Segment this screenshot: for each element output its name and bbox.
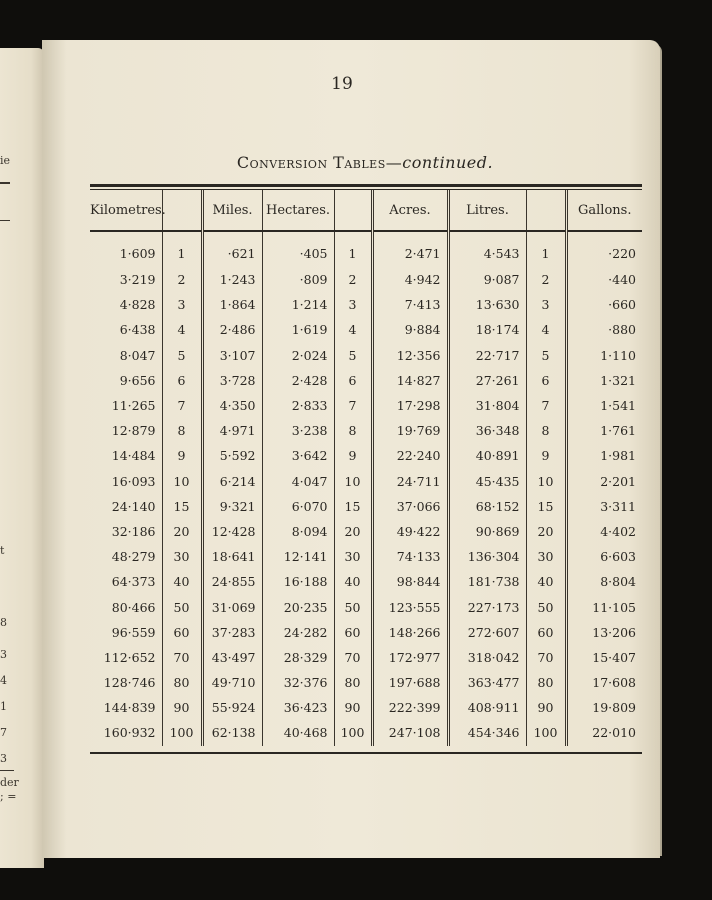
number-cell: 7 [334, 393, 372, 418]
gallons-cell: 19·809 [566, 695, 642, 720]
hectares-cell: 2·428 [262, 368, 334, 393]
page-number: 19 [331, 74, 353, 94]
hectares-cell: ·809 [262, 267, 334, 292]
hectares-cell: 24·282 [262, 620, 334, 645]
miles-cell: ·621 [202, 231, 262, 267]
acres-cell: 19·769 [372, 418, 448, 443]
miles-cell: 2·486 [202, 317, 262, 342]
facing-page-rule [0, 182, 10, 184]
kilometres-cell: 12·879 [111, 423, 156, 439]
hectares-cell: 3·238 [262, 418, 334, 443]
header-blank-1 [162, 190, 202, 231]
miles-cell: 9·321 [202, 494, 262, 519]
number-cell: 15 [526, 494, 566, 519]
miles-cell: 4·350 [202, 393, 262, 418]
hectares-cell: 8·094 [262, 519, 334, 544]
litres-cell: 22·717 [448, 343, 526, 368]
title-separator: — [385, 153, 403, 172]
number-cell: 1 [162, 231, 202, 267]
number-cell: 70 [526, 645, 566, 670]
table-row [90, 317, 642, 342]
number-cell: 6 [526, 368, 566, 393]
acres-cell: 2·471 [372, 231, 448, 267]
litres-cell: 454·346 [448, 720, 526, 745]
acres-cell: 7·413 [372, 292, 448, 317]
litres-cell: 45·435 [448, 469, 526, 494]
hectares-cell: 1·214 [262, 292, 334, 317]
facing-page-fragment: 7 [0, 726, 7, 739]
number-cell: 20 [526, 519, 566, 544]
hectares-cell: 1·619 [262, 317, 334, 342]
number-cell: 30 [162, 544, 202, 569]
number-cell: 40 [162, 569, 202, 594]
hectares-cell: 6·070 [262, 494, 334, 519]
facing-page-fragment: der [0, 776, 19, 789]
litres-cell: 31·804 [448, 393, 526, 418]
header-litres: Litres. [448, 190, 526, 231]
kilometres-cell: 80·466 [111, 599, 156, 615]
number-cell: 80 [162, 670, 202, 695]
litres-cell: 36·348 [448, 418, 526, 443]
number-cell: 40 [334, 569, 372, 594]
number-cell: 50 [162, 594, 202, 619]
table-row [90, 368, 642, 393]
number-cell: 15 [334, 494, 372, 519]
gallons-cell: 1·981 [566, 443, 642, 468]
table-bottom-rule [90, 752, 642, 754]
number-cell: 70 [162, 645, 202, 670]
table-header-row [90, 190, 642, 231]
miles-cell: 12·428 [202, 519, 262, 544]
gallons-cell: 4·402 [566, 519, 642, 544]
number-cell: 2 [526, 267, 566, 292]
kilometres-cell: 8·047 [119, 347, 156, 363]
number-cell: 10 [526, 469, 566, 494]
litres-cell: 136·304 [448, 544, 526, 569]
conversion-table [90, 190, 642, 746]
hectares-cell: 2·833 [262, 393, 334, 418]
gallons-cell: 15·407 [566, 645, 642, 670]
number-cell: 8 [526, 418, 566, 443]
miles-cell: 62·138 [202, 720, 262, 745]
table-row [90, 670, 642, 695]
acres-cell: 172·977 [372, 645, 448, 670]
number-cell: 10 [162, 469, 202, 494]
gallons-cell: 13·206 [566, 620, 642, 645]
miles-cell: 3·728 [202, 368, 262, 393]
hectares-cell: ·405 [262, 231, 334, 267]
number-cell: 50 [334, 594, 372, 619]
gallons-cell: 2·201 [566, 469, 642, 494]
miles-cell: 31·069 [202, 594, 262, 619]
acres-cell: 123·555 [372, 594, 448, 619]
number-cell: 80 [526, 670, 566, 695]
facing-page-fragment: 1 [0, 700, 7, 713]
acres-cell: 12·356 [372, 343, 448, 368]
miles-cell: 1·864 [202, 292, 262, 317]
number-cell: 100 [526, 720, 566, 745]
kilometres-cell: 4·828 [119, 297, 156, 313]
acres-cell: 14·827 [372, 368, 448, 393]
kilometres-cell: 14·484 [111, 448, 156, 464]
number-cell: 1 [526, 231, 566, 267]
header-blank-2 [334, 190, 372, 231]
header-gallons: Gallons. [566, 190, 642, 231]
litres-cell: 13·630 [448, 292, 526, 317]
acres-cell: 22·240 [372, 443, 448, 468]
number-cell: 90 [334, 695, 372, 720]
number-cell: 5 [526, 343, 566, 368]
table-row [90, 418, 642, 443]
number-cell: 60 [526, 620, 566, 645]
number-cell: 2 [334, 267, 372, 292]
kilometres-cell: 96·559 [111, 624, 156, 640]
table-row [90, 519, 642, 544]
acres-cell: 74·133 [372, 544, 448, 569]
number-cell: 100 [162, 720, 202, 745]
miles-cell: 1·243 [202, 267, 262, 292]
table-body [90, 231, 642, 746]
miles-cell: 18·641 [202, 544, 262, 569]
hectares-cell: 4·047 [262, 469, 334, 494]
number-cell: 30 [334, 544, 372, 569]
acres-cell: 4·942 [372, 267, 448, 292]
acres-cell: 98·844 [372, 569, 448, 594]
hectares-cell: 12·141 [262, 544, 334, 569]
facing-page-fragment: 8 [0, 616, 7, 629]
kilometres-cell: 32·186 [111, 523, 156, 539]
table-row [90, 343, 642, 368]
miles-cell: 5·592 [202, 443, 262, 468]
litres-cell: 68·152 [448, 494, 526, 519]
table-row [90, 569, 642, 594]
number-cell: 6 [162, 368, 202, 393]
gallons-cell: ·660 [566, 292, 642, 317]
number-cell: 40 [526, 569, 566, 594]
number-cell: 3 [526, 292, 566, 317]
number-cell: 2 [162, 267, 202, 292]
number-cell: 4 [334, 317, 372, 342]
hectares-cell: 40·468 [262, 720, 334, 745]
gallons-cell: 3·311 [566, 494, 642, 519]
kilometres-cell: 3·219 [119, 272, 156, 288]
facing-page-fragment: 3 [0, 752, 7, 765]
number-cell: 4 [526, 317, 566, 342]
gallons-cell: ·440 [566, 267, 642, 292]
number-cell: 3 [334, 292, 372, 317]
hectares-cell: 36·423 [262, 695, 334, 720]
miles-cell: 6·214 [202, 469, 262, 494]
kilometres-cell: 16·093 [111, 473, 156, 489]
kilometres-cell: 6·438 [119, 322, 156, 338]
number-cell: 90 [162, 695, 202, 720]
number-cell: 10 [334, 469, 372, 494]
gallons-cell: 6·603 [566, 544, 642, 569]
gallons-cell: ·880 [566, 317, 642, 342]
kilometres-cell: 1·609 [119, 246, 156, 261]
number-cell: 7 [526, 393, 566, 418]
table-row [90, 292, 642, 317]
number-cell: 1 [334, 231, 372, 267]
header-hectares: Hectares. [262, 190, 334, 231]
kilometres-cell: 144·839 [103, 700, 156, 716]
litres-cell: 318·042 [448, 645, 526, 670]
number-cell: 9 [334, 443, 372, 468]
miles-cell: 4·971 [202, 418, 262, 443]
table-row [90, 695, 642, 720]
number-cell: 60 [334, 620, 372, 645]
gallons-cell: 1·761 [566, 418, 642, 443]
litres-cell: 9·087 [448, 267, 526, 292]
title-suffix: continued. [402, 153, 494, 172]
number-cell: 15 [162, 494, 202, 519]
number-cell: 5 [334, 343, 372, 368]
number-cell: 8 [334, 418, 372, 443]
litres-cell: 90·869 [448, 519, 526, 544]
miles-cell: 24·855 [202, 569, 262, 594]
hectares-cell: 32·376 [262, 670, 334, 695]
acres-cell: 24·711 [372, 469, 448, 494]
title-main: Conversion Tables [236, 153, 386, 172]
number-cell: 70 [334, 645, 372, 670]
facing-page-fragment: 3 [0, 648, 7, 661]
number-cell: 50 [526, 594, 566, 619]
miles-cell: 43·497 [202, 645, 262, 670]
header-blank-3 [526, 190, 566, 231]
header-kilometres: Kilometres. [90, 190, 162, 231]
litres-cell: 227·173 [448, 594, 526, 619]
hectares-cell: 3·642 [262, 443, 334, 468]
acres-cell: 37·066 [372, 494, 448, 519]
table-row [90, 645, 642, 670]
number-cell: 60 [162, 620, 202, 645]
conversion-table-wrap [90, 184, 642, 754]
number-cell: 20 [334, 519, 372, 544]
table-row [90, 494, 642, 519]
facing-page-rule [0, 770, 14, 771]
table-row [90, 231, 642, 267]
facing-page-rule [0, 220, 10, 221]
table-row [90, 720, 642, 745]
litres-cell: 363·477 [448, 670, 526, 695]
facing-page-fragment: ie [0, 154, 11, 167]
litres-cell: 18·174 [448, 317, 526, 342]
number-cell: 90 [526, 695, 566, 720]
miles-cell: 3·107 [202, 343, 262, 368]
gallons-cell: 1·321 [566, 368, 642, 393]
header-miles: Miles. [202, 190, 262, 231]
kilometres-cell: 9·656 [119, 372, 156, 388]
hectares-cell: 20·235 [262, 594, 334, 619]
acres-cell: 148·266 [372, 620, 448, 645]
number-cell: 8 [162, 418, 202, 443]
acres-cell: 247·108 [372, 720, 448, 745]
miles-cell: 49·710 [202, 670, 262, 695]
number-cell: 6 [334, 368, 372, 393]
number-cell: 100 [334, 720, 372, 745]
gallons-cell: 11·105 [566, 594, 642, 619]
kilometres-cell: 112·652 [103, 649, 156, 665]
gallons-cell: 22·010 [566, 720, 642, 745]
table-row [90, 443, 642, 468]
kilometres-cell: 160·932 [103, 725, 156, 741]
miles-cell: 37·283 [202, 620, 262, 645]
number-cell: 30 [526, 544, 566, 569]
number-cell: 3 [162, 292, 202, 317]
gallons-cell: 1·541 [566, 393, 642, 418]
litres-cell: 272·607 [448, 620, 526, 645]
acres-cell: 49·422 [372, 519, 448, 544]
acres-cell: 222·399 [372, 695, 448, 720]
table-row [90, 469, 642, 494]
header-acres: Acres. [372, 190, 448, 231]
number-cell: 5 [162, 343, 202, 368]
litres-cell: 408·911 [448, 695, 526, 720]
acres-cell: 17·298 [372, 393, 448, 418]
litres-cell: 4·543 [448, 231, 526, 267]
kilometres-cell: 24·140 [111, 498, 156, 514]
table-row [90, 267, 642, 292]
number-cell: 80 [334, 670, 372, 695]
gallons-cell: 17·608 [566, 670, 642, 695]
number-cell: 9 [526, 443, 566, 468]
hectares-cell: 16·188 [262, 569, 334, 594]
gallons-cell: ·220 [566, 231, 642, 267]
table-row [90, 544, 642, 569]
facing-page-fragment: 4 [0, 674, 7, 687]
kilometres-cell: 11·265 [111, 398, 156, 414]
litres-cell: 27·261 [448, 368, 526, 393]
gallons-cell: 1·110 [566, 343, 642, 368]
table-row [90, 594, 642, 619]
table-row [90, 393, 642, 418]
acres-cell: 9·884 [372, 317, 448, 342]
kilometres-cell: 128·746 [103, 675, 156, 691]
kilometres-cell: 64·373 [111, 574, 156, 590]
miles-cell: 55·924 [202, 695, 262, 720]
hectares-cell: 28·329 [262, 645, 334, 670]
kilometres-cell: 48·279 [111, 549, 156, 565]
table-row [90, 620, 642, 645]
litres-cell: 181·738 [448, 569, 526, 594]
table-top-rule [90, 184, 642, 187]
number-cell: 9 [162, 443, 202, 468]
page-title [90, 153, 640, 172]
number-cell: 4 [162, 317, 202, 342]
facing-page-fragment: ; = [0, 790, 17, 803]
litres-cell: 40·891 [448, 443, 526, 468]
number-cell: 20 [162, 519, 202, 544]
facing-page-fragment: t [0, 544, 5, 557]
number-cell: 7 [162, 393, 202, 418]
facing-page-edge [0, 48, 44, 868]
hectares-cell: 2·024 [262, 343, 334, 368]
gallons-cell: 8·804 [566, 569, 642, 594]
acres-cell: 197·688 [372, 670, 448, 695]
